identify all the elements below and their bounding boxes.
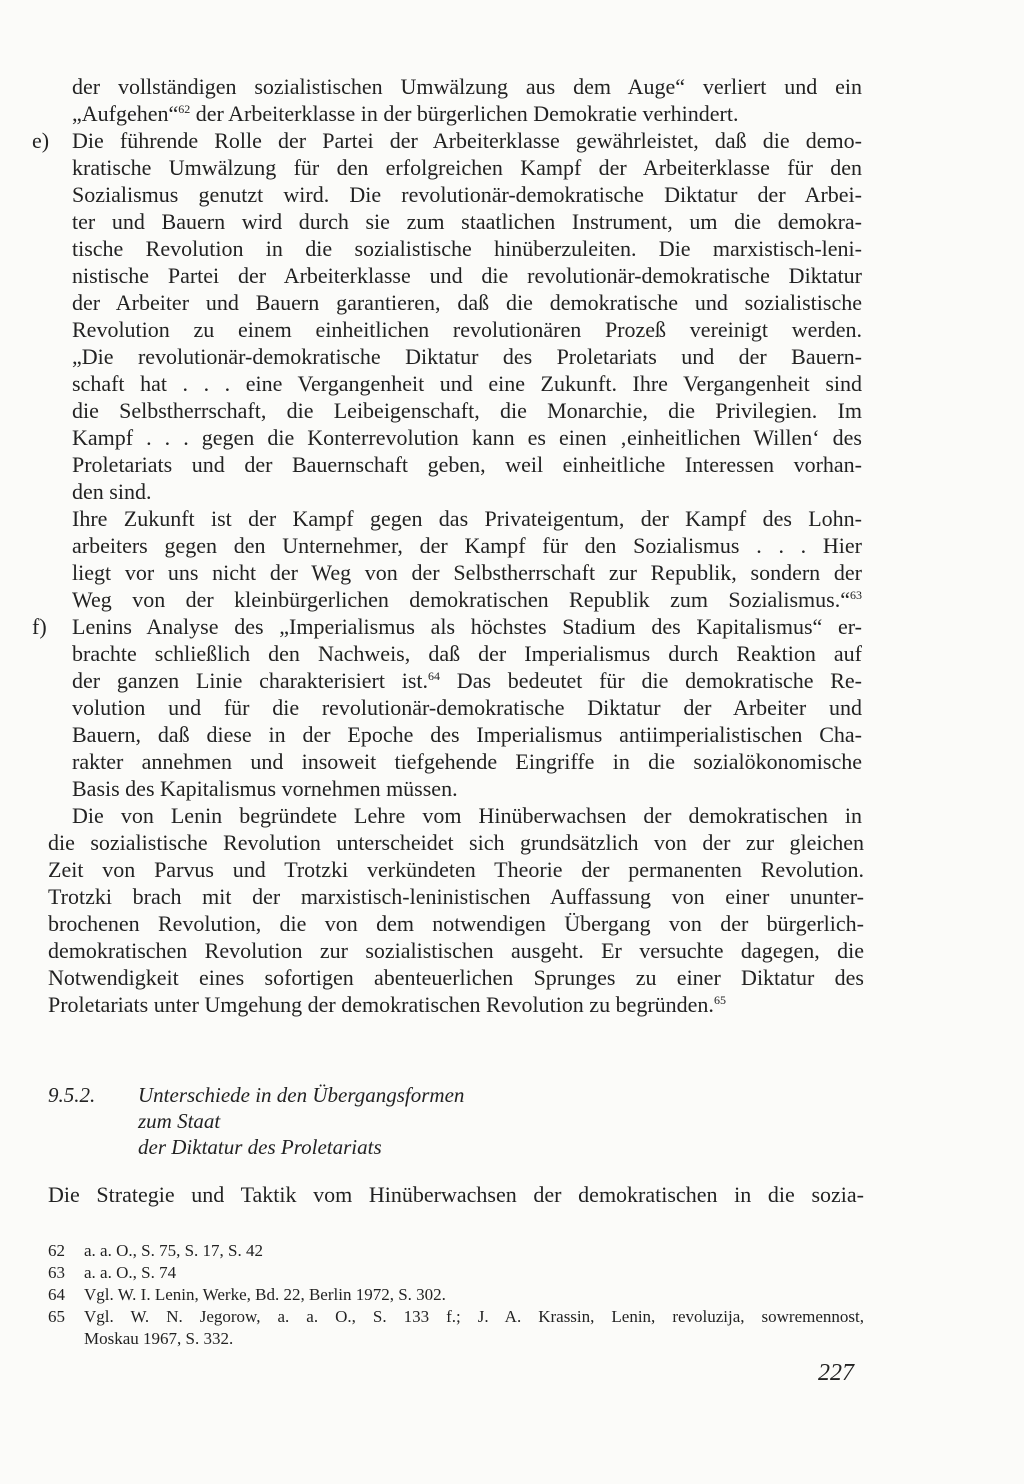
text-line: die Selbstherrschaft, die Leibeigenschaft, die Monarchie, die Privilegien. Im xyxy=(72,398,862,423)
text-line: Lenins Analyse des „Imperialismus als höchstes Stadium des Kapitalismus“ er- xyxy=(72,614,862,639)
text-line: liegt vor uns nicht der Weg von der Selbstherrschaft zur Republik, sondern der xyxy=(72,560,862,585)
footnote-number: 63 xyxy=(48,1263,65,1282)
footnote-text: a. a. O., S. 75, S. 17, S. 42 xyxy=(84,1241,263,1260)
text-line: volution und für die revolutionär-demokratische Diktatur der Arbeiter und xyxy=(72,695,862,720)
text-line: Die Strategie und Taktik vom Hinüberwachsen der demokratischen in die sozia- xyxy=(48,1182,864,1207)
text-line: Proletariats und der Bauernschaft geben, weil einheitliche Interessen vorhan- xyxy=(72,452,862,477)
footnote-text: a. a. O., S. 74 xyxy=(84,1263,177,1282)
text-line: ter und Bauern wird durch sie zum staatlichen Instrument, um die demokra- xyxy=(72,209,862,234)
footnote-number: 62 xyxy=(48,1241,65,1260)
footnote-text: Vgl. W. I. Lenin, Werke, Bd. 22, Berlin 1972, S. 302. xyxy=(84,1285,446,1304)
text-line: den sind. xyxy=(72,479,152,504)
text-line xyxy=(72,587,862,613)
footnote-ref-63[interactable]: 63 xyxy=(850,588,862,602)
footnote-ref-65[interactable]: 65 xyxy=(713,993,726,1007)
text-line: brochenen Revolution, die von dem notwendigen Übergang von der bürgerlich- xyxy=(48,911,864,936)
text-line: „Die revolutionär-demokratische Diktatur des Proletariats und der Bauern- xyxy=(72,344,862,369)
list-marker-f: f) xyxy=(32,614,47,639)
text-span: der ganzen Linie charakterisiert ist. xyxy=(72,668,429,693)
text-line: Die von Lenin begründete Lehre vom Hinüberwachsen der demokratischen in xyxy=(72,803,862,828)
text-line: kratische Umwälzung für den erfolgreichen Kampf der Arbeiterklasse für den xyxy=(72,155,862,180)
text-span: Das bedeutet für die demokratische Re- xyxy=(440,668,863,693)
section-title-line: zum Staat xyxy=(138,1109,221,1133)
text-line: brachte schließlich den Nachweis, daß der Imperialismus durch Reaktion auf xyxy=(72,641,862,666)
section-number: 9.5.2. xyxy=(48,1083,96,1107)
list-marker-e: e) xyxy=(32,128,50,153)
text-line: nistische Partei der Arbeiterklasse und die revolutionär-demokratische Diktatur xyxy=(72,263,862,288)
text-line: schaft hat . . . eine Vergangenheit und eine Zukunft. Ihre Vergangenheit sind xyxy=(72,371,862,396)
text-line: Kampf . . . gegen die Konterrevolution kann es einen ‚einheitlichen Willen‘ des xyxy=(72,425,862,450)
footnote-ref-62[interactable]: 62 xyxy=(178,102,191,116)
text-line: Zeit von Parvus und Trotzki verkündeten Theorie der permanenten Revolution. xyxy=(48,857,864,882)
text-line: arbeiters gegen den Unternehmer, der Kampf für den Sozialismus . . . Hier xyxy=(72,533,862,558)
text-line: Ihre Zukunft ist der Kampf gegen das Privateigentum, der Kampf des Lohn- xyxy=(72,506,862,531)
text-line: Die führende Rolle der Partei der Arbeiterklasse gewährleistet, daß die demo- xyxy=(72,128,862,153)
text-line: tische Revolution in die sozialistische hinüberzuleiten. Die marxistisch-leni- xyxy=(72,236,862,261)
text-span: Weg von der kleinbürgerlichen demokratischen Republik zum Sozialismus.“ xyxy=(72,587,850,612)
footnote-text: Moskau 1967, S. 332. xyxy=(84,1329,234,1348)
text-line: Sozialismus genutzt wird. Die revolutionär-demokratische Diktatur der Arbei- xyxy=(72,182,862,207)
text-line: Revolution zu einem einheitlichen revolutionären Prozeß vereinigt werden. xyxy=(72,317,862,342)
section-title-line: der Diktatur des Proletariats xyxy=(138,1135,382,1159)
footnote-ref-64[interactable]: 64 xyxy=(428,669,441,683)
footnote-text: Vgl. W. N. Jegorow, a. a. O., S. 133 f.; J. A. Krassin, Lenin, revoluzija, sowremennost, xyxy=(84,1307,864,1326)
text-line: der Arbeiter und Bauern garantieren, daß die demokratische und sozialistische xyxy=(72,290,862,315)
text-line xyxy=(48,992,864,1018)
text-line: Basis des Kapitalismus vornehmen müssen. xyxy=(72,776,458,801)
text-line xyxy=(72,668,862,694)
text-line: demokratischen Revolution zur sozialistischen ausgeht. Er versuchte dagegen, die xyxy=(48,938,864,963)
page-number: 227 xyxy=(818,1360,854,1386)
text-line: der vollständigen sozialistischen Umwälzung aus dem Auge“ verliert und ein xyxy=(72,74,862,99)
text-line: Trotzki brach mit der marxistisch-leninistischen Auffassung von einer ununter- xyxy=(48,884,864,909)
text-span: der Arbeiterklasse in der bürgerlichen Demokratie verhindert. xyxy=(190,101,739,126)
text-line: Notwendigkeit eines sofortigen abenteuerlichen Sprunges zu einer Diktatur des xyxy=(48,965,864,990)
footnote-number: 65 xyxy=(48,1307,65,1326)
text-line: die sozialistische Revolution unterscheidet sich grundsätzlich von der zur gleichen xyxy=(48,830,864,855)
text-line: Bauern, daß diese in der Epoche des Imperialismus antiimperialistischen Cha- xyxy=(72,722,862,747)
text-line: rakter annehmen und insoweit tiefgehende Eingriffe in die sozialökonomische xyxy=(72,749,862,774)
text-span: Proletariats unter Umgehung der demokratischen Revolution zu begründen. xyxy=(48,992,714,1017)
text-span: „Aufgehen“ xyxy=(72,101,179,126)
section-title-line: Unterschiede in den Übergangsformen xyxy=(138,1083,465,1107)
footnote-number: 64 xyxy=(48,1285,65,1304)
text-line xyxy=(72,101,862,127)
